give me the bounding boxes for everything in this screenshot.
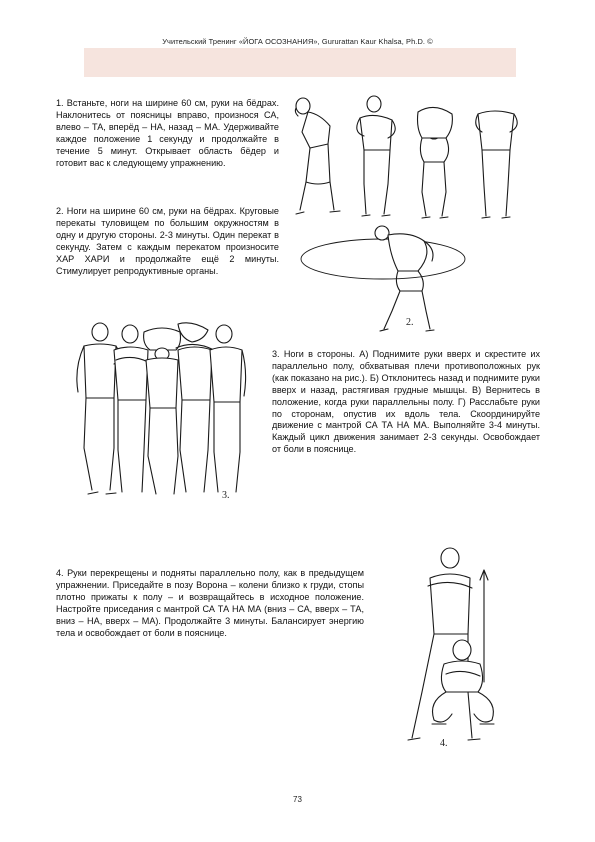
- header-title: Учительский Тренинг «ЙОГА ОСОЗНАНИЯ», Gururattan Kaur Khalsa, Ph.D. ©: [162, 37, 433, 46]
- page-number: 73: [293, 795, 302, 804]
- exercise-2-figure: [298, 221, 468, 333]
- figure-3-number: 3.: [222, 490, 230, 501]
- exercise-1-figure: [290, 92, 530, 228]
- exercise-2-text: 2. Ноги на ширине 60 см, руки на бёдрах. Круговые перекаты туловищем по большим окружностям в одну и другую стороны. 2-3 минуты. Один перекат в секунду. Затем с каждым перекатом произносите ХАР ХАРИ и продолжайте ещё 2 минуты. Стимулирует репродуктивные органы.: [56, 206, 279, 276]
- figure-4-number: 4.: [440, 738, 448, 749]
- exercise-3-figure: [70, 318, 248, 508]
- exercise-4-text: 4. Руки перекрещены и подняты параллельно полу, как в предыдущем упражнении. Приседайте в позу Ворона – колени близко к груди, стопы плотно прижаты к полу – и возвращайтесь в исходное положение. Настройте приседания с мантрой СА ТА НА МА (вниз – СА, вверх – ТА, вниз – НА, вверх – МА). Продолжайте 3 минуты. Балансирует энергию тела и освобождает от боли в пояснице.: [56, 568, 364, 638]
- exercise-1-text: 1. Встаньте, ноги на ширине 60 см, руки на бёдрах. Наклонитесь от поясницы вправо, произнося СА, влево – ТА, вперёд – НА, назад – МА. Удерживайте каждое положение 1 секунду и продолжайте в течение 5 минут. Открывает область бёдер и готовит вас к следующему упражнению.: [56, 98, 279, 168]
- exercise-3-text: 3. Ноги в стороны. А) Поднимите руки вверх и скрестите их параллельно полу, обхватывая плечи противоположных рук (как показано на рис.). Б) Отклонитесь назад и поднимите руки вверх и назад, растягивая грудные мышцы. В) Вернитесь в положение, когда руки параллельны полу. Г) Расслабьте руки по сторонам, опустив их вдоль тела. Скоординируйте движение с мантрой СА ТА НА МА. Выполняйте 3-4 минуты. Каждый цикл движения занимает 2-3 секунды. Освобождает от боли в пояснице.: [272, 349, 540, 455]
- exercise-4-figure: [398, 542, 506, 748]
- header-band: [84, 48, 516, 77]
- figure-2-number: 2.: [406, 317, 414, 328]
